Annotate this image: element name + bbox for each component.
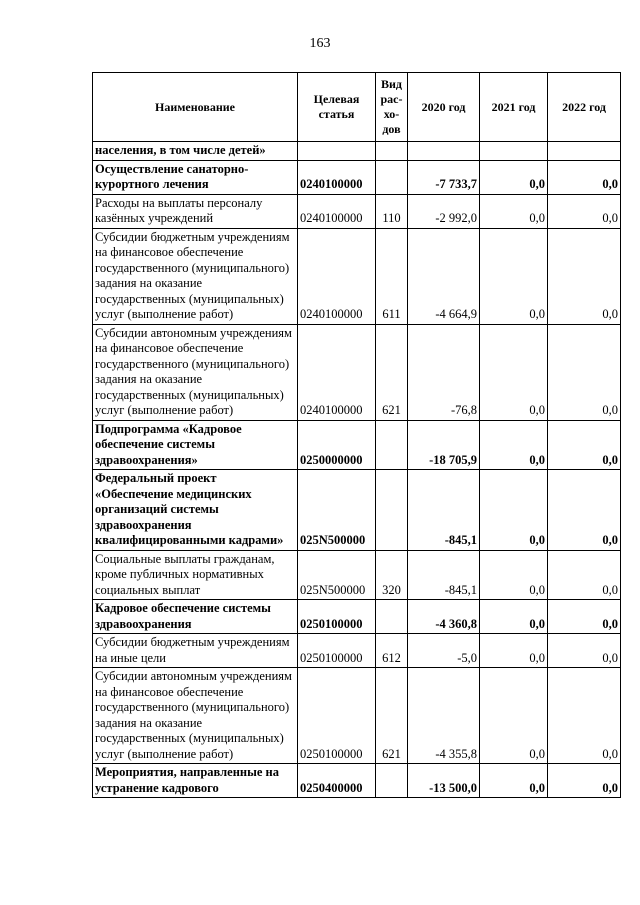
cell-name: Субсидии бюджетным учреждениям на иные цели <box>93 634 298 668</box>
cell-2021: 0,0 <box>480 420 548 470</box>
cell-code: 0250100000 <box>298 668 376 764</box>
cell-2020: -845,1 <box>408 550 480 600</box>
cell-2020: -4 664,9 <box>408 228 480 324</box>
cell-name: Осуществление санаторно-курортного лечения <box>93 160 298 194</box>
cell-name: Социальные выплаты гражданам, кроме публичных нормативных социальных выплат <box>93 550 298 600</box>
cell-code: 0240100000 <box>298 160 376 194</box>
cell-type <box>376 142 408 161</box>
cell-name: Субсидии автономным учреждениям на финансовое обеспечение государственного (муниципального) задания на оказание государственных (муниципальных) услуг (выполнение работ) <box>93 668 298 764</box>
table-row <box>93 142 621 161</box>
cell-2022: 0,0 <box>548 550 621 600</box>
table-body <box>93 142 621 798</box>
cell-name: Подпрограмма «Кадровое обеспечение системы здравоохранения» <box>93 420 298 470</box>
cell-2021: 0,0 <box>480 194 548 228</box>
cell-name: населения, в том числе детей» <box>93 142 298 161</box>
cell-type: 110 <box>376 194 408 228</box>
table-row <box>93 194 621 228</box>
cell-name: Расходы на выплаты персоналу казённых учреждений <box>93 194 298 228</box>
cell-type: 621 <box>376 668 408 764</box>
cell-2021: 0,0 <box>480 228 548 324</box>
cell-2020: -13 500,0 <box>408 764 480 798</box>
table-row <box>93 420 621 470</box>
header-2020: 2020 год <box>408 73 480 142</box>
cell-2020: -18 705,9 <box>408 420 480 470</box>
table-row <box>93 550 621 600</box>
table-row <box>93 324 621 420</box>
cell-2020 <box>408 142 480 161</box>
cell-2021: 0,0 <box>480 470 548 551</box>
cell-2020: -4 355,8 <box>408 668 480 764</box>
cell-2021: 0,0 <box>480 550 548 600</box>
cell-2022 <box>548 142 621 161</box>
cell-2021: 0,0 <box>480 668 548 764</box>
cell-2021: 0,0 <box>480 160 548 194</box>
header-row <box>93 73 621 142</box>
cell-code: 025N500000 <box>298 550 376 600</box>
cell-name: Мероприятия, направленные на устранение кадрового <box>93 764 298 798</box>
cell-2022: 0,0 <box>548 420 621 470</box>
cell-2020: -7 733,7 <box>408 160 480 194</box>
cell-code <box>298 142 376 161</box>
header-2022: 2022 год <box>548 73 621 142</box>
table-row <box>93 600 621 634</box>
cell-type <box>376 600 408 634</box>
cell-name: Кадровое обеспечение системы здравоохранения <box>93 600 298 634</box>
cell-code: 0250000000 <box>298 420 376 470</box>
cell-type: 320 <box>376 550 408 600</box>
cell-type <box>376 470 408 551</box>
table-row <box>93 764 621 798</box>
cell-2022: 0,0 <box>548 668 621 764</box>
cell-code: 0250100000 <box>298 634 376 668</box>
cell-code: 025N500000 <box>298 470 376 551</box>
header-name: Наименование <box>93 73 298 142</box>
cell-2022: 0,0 <box>548 764 621 798</box>
cell-type: 621 <box>376 324 408 420</box>
cell-2020: -76,8 <box>408 324 480 420</box>
header-code: Целевая статья <box>298 73 376 142</box>
budget-table <box>92 72 621 798</box>
header-type: Вид рас-хо-дов <box>376 73 408 142</box>
cell-2020: -5,0 <box>408 634 480 668</box>
table-row <box>93 160 621 194</box>
cell-name: Федеральный проект «Обеспечение медицинских организаций системы здравоохранения квалифицированными кадрами» <box>93 470 298 551</box>
cell-type <box>376 764 408 798</box>
cell-2021: 0,0 <box>480 324 548 420</box>
cell-2020: -4 360,8 <box>408 600 480 634</box>
cell-type <box>376 420 408 470</box>
cell-code: 0240100000 <box>298 228 376 324</box>
table-row <box>93 470 621 551</box>
cell-2022: 0,0 <box>548 600 621 634</box>
cell-2020: -2 992,0 <box>408 194 480 228</box>
cell-type: 612 <box>376 634 408 668</box>
cell-2022: 0,0 <box>548 160 621 194</box>
table-row <box>93 228 621 324</box>
cell-code: 0240100000 <box>298 194 376 228</box>
table-row <box>93 668 621 764</box>
cell-2020: -845,1 <box>408 470 480 551</box>
cell-code: 0240100000 <box>298 324 376 420</box>
cell-name: Субсидии автономным учреждениям на финансовое обеспечение государственного (муниципального) задания на оказание государственных (муниципальных) услуг (выполнение работ) <box>93 324 298 420</box>
cell-code: 0250100000 <box>298 600 376 634</box>
cell-type <box>376 160 408 194</box>
cell-2021: 0,0 <box>480 600 548 634</box>
cell-name: Субсидии бюджетным учреждениям на финансовое обеспечение государственного (муниципального) задания на оказание государственных (муниципальных) услуг (выполнение работ) <box>93 228 298 324</box>
cell-2021: 0,0 <box>480 634 548 668</box>
cell-2022: 0,0 <box>548 324 621 420</box>
cell-2021: 0,0 <box>480 764 548 798</box>
table-header <box>93 73 621 142</box>
cell-code: 0250400000 <box>298 764 376 798</box>
header-2021: 2021 год <box>480 73 548 142</box>
cell-type: 611 <box>376 228 408 324</box>
page-number: 163 <box>309 36 331 51</box>
cell-2022: 0,0 <box>548 634 621 668</box>
cell-2022: 0,0 <box>548 470 621 551</box>
cell-2021 <box>480 142 548 161</box>
cell-2022: 0,0 <box>548 228 621 324</box>
cell-2022: 0,0 <box>548 194 621 228</box>
table-row <box>93 634 621 668</box>
